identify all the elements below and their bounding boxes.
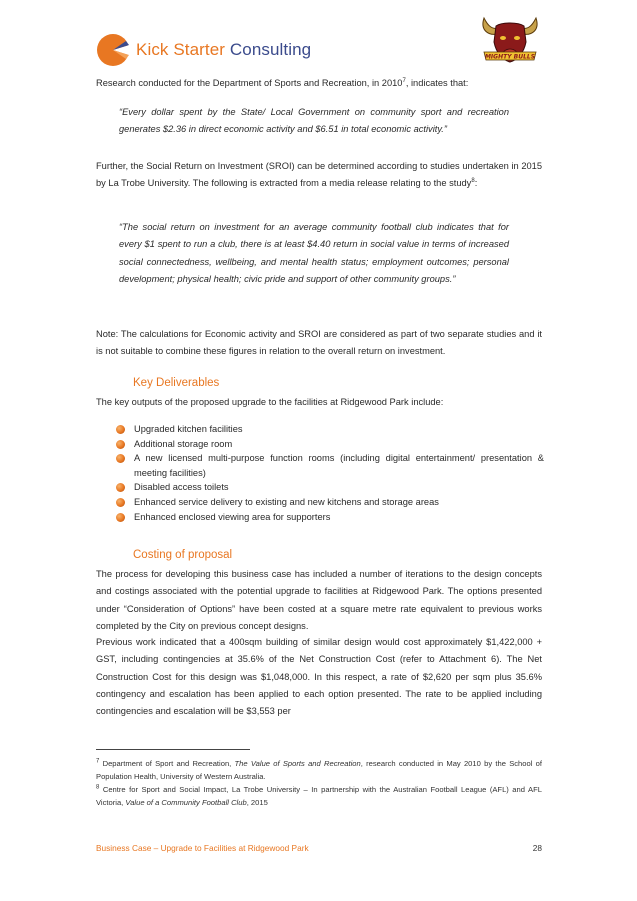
list-item xyxy=(116,437,544,452)
bullet-icon xyxy=(116,440,125,449)
brand-name-part1: Kick Starter xyxy=(136,40,230,59)
list-item xyxy=(116,510,544,525)
footnote-title: The Value of Sports and Recreation xyxy=(234,759,361,768)
footnote-number: 7 xyxy=(96,758,100,765)
list-item-text: Enhanced enclosed viewing area for supporters xyxy=(134,511,331,522)
paragraph-sroi-text: Further, the Social Return on Investment (SROI) can be determined according to studies undertaken in 2015 by La Trobe University. The following is extracted from a media release relating to the study xyxy=(96,161,542,189)
footnote-title: Value of a Community Football Club xyxy=(125,798,247,807)
paragraph-previous-work: Previous work indicated that a 400sqm building of similar design would cost approximately $1,422,000 + GST, including contingencies at 35.6% of the Net Construction Cost (refer to Attachment 6). The Net Construction Cost for this design was $1,048,000. In this respect, a rate of $2,620 per sqm plus 35.6% contingency and escalation has been applied to each option presented. The rate to be applied including contingencies and escalation will be $3,553 per xyxy=(96,637,542,717)
bullet-icon xyxy=(116,483,125,492)
list-item xyxy=(116,480,544,495)
footnote-text: , research conducted in May 2010 by the School of Population Health, University of Western Australia. xyxy=(96,759,543,781)
list-item xyxy=(116,422,544,437)
footnote-number: 8 xyxy=(96,784,100,791)
paragraph-note: Note: The calculations for Economic activity and SROI are considered as part of two separate studies and it is not suitable to combine these figures in relation to the overall return on investment. xyxy=(96,329,542,357)
list-item-text: A new licensed multi-purpose function rooms (including digital entertainment/ presentation & meeting facilities) xyxy=(134,453,544,478)
paragraph-process: The process for developing this business case has included a number of iterations to the design concepts and costings associated with the potential upgrade to facilities at Ridgewood Park. The options presented under “Consideration of Options” have been costed at a square metre rate equivalent to previous works completed by the City on previous concept designs. xyxy=(96,569,542,631)
footnote-ref-8: 8 xyxy=(471,178,475,185)
mighty-bulls-crest-icon xyxy=(478,8,542,72)
kick-starter-logo-block xyxy=(96,33,311,67)
list-item-text: Disabled access toilets xyxy=(134,482,229,493)
footnote-text: , 2015 xyxy=(246,798,268,807)
kick-starter-logo-icon xyxy=(96,33,130,67)
heading-costing-of-proposal: Costing of proposal xyxy=(133,549,233,561)
footnote-text: Centre for Sport and Social Impact, La Trobe University – In partnership with the Australian Football League (AFL) and AFL Victoria, xyxy=(96,785,542,807)
bullet-icon xyxy=(116,513,125,522)
footnote-7 xyxy=(96,757,542,783)
paragraph-sroi-tail: : xyxy=(474,178,478,189)
paragraph-research-text: Research conducted for the Department of Sports and Recreation, in 2010 xyxy=(96,78,403,88)
deliverables-list xyxy=(116,422,544,524)
heading-key-deliverables: Key Deliverables xyxy=(133,377,220,389)
quote-social-return: “The social return on investment for an average community football club indicates that for every $1 spent to run a club, there is at least $4.40 return in social value in terms of increased social connectedness, wellbeing, and mental health status; employment outcomes; personal development; physical health; civic pride and support of other community groups.” xyxy=(119,222,509,284)
footnote-separator xyxy=(96,749,250,750)
bullet-icon xyxy=(116,425,125,434)
list-item xyxy=(116,495,544,510)
list-item xyxy=(116,451,544,480)
paragraph-key-outputs: The key outputs of the proposed upgrade to the facilities at Ridgewood Park include: xyxy=(96,397,444,407)
quote-economic-activity: “Every dollar spent by the State/ Local Government on community sport and recreation generates $2.36 in direct economic activity and $6.51 in total economic activity.” xyxy=(119,107,509,135)
list-item-text: Additional storage room xyxy=(134,438,233,449)
brand-name xyxy=(136,40,311,60)
list-item-text: Upgraded kitchen facilities xyxy=(134,424,243,434)
footnote-8 xyxy=(96,783,542,809)
list-item-text: Enhanced service delivery to existing and new kitchens and storage areas xyxy=(134,496,439,507)
brand-name-part2: Consulting xyxy=(229,40,312,59)
bullet-icon xyxy=(116,454,125,463)
bullet-icon xyxy=(116,498,125,507)
crest-text: MIGHTY BULLS xyxy=(484,53,536,61)
page-number: 28 xyxy=(532,843,542,853)
footnote-ref-7: 7 xyxy=(402,77,406,84)
paragraph-research xyxy=(96,75,542,92)
paragraph-sroi xyxy=(96,158,542,193)
paragraph-research-tail: , indicates that: xyxy=(405,78,469,88)
footnote-text: Department of Sport and Recreation, xyxy=(99,759,235,768)
footer-title: Business Case – Upgrade to Facilities at Ridgewood Park xyxy=(96,843,309,853)
